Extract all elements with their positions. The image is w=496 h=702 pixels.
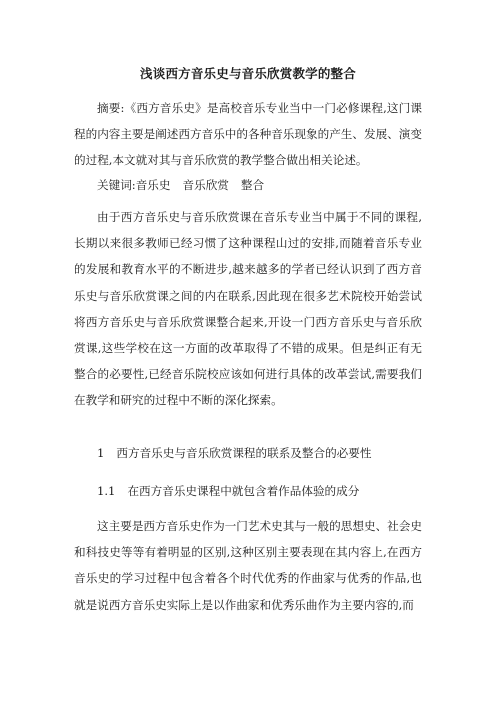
- keywords-label: 关键词:: [97, 178, 136, 192]
- section-title: 西方音乐史与音乐欣赏课程的联系及整合的必要性: [116, 446, 372, 460]
- body-paragraph: 这主要是西方音乐史作为一门艺术史其与一般的思想史、社会史和科技史等等有着明显的区别,这种区别主要表现在其内容上,在西方音乐史的学习过程中包含着各个时代优秀的作曲家与优秀的作品,也就是说西方音乐史实际上是以作曲家和优秀乐曲作为主要内容的,而: [74, 519, 422, 612]
- abstract-paragraph: [74, 95, 422, 174]
- keyword-item: 音乐史: [135, 178, 171, 192]
- subsection-heading: [74, 478, 422, 504]
- subsection-title: 在西方音乐史课程中就包含着作品体验的成分: [127, 484, 360, 498]
- keyword-item: 音乐欣赏: [182, 178, 229, 192]
- keyword-item: 整合: [240, 178, 265, 192]
- subsection-number: 1.1: [97, 484, 116, 498]
- section-number: 1: [97, 446, 105, 460]
- abstract-text: 《西方音乐史》是高校音乐专业当中一门必修课程,这门课程的内容主要是阐述西方音乐中的各种音乐现象的产生、发展、演变的过程,本文就对其与音乐欣赏的教学整合做出相关论述。: [74, 101, 422, 168]
- intro-paragraph: 由于西方音乐史与音乐欣赏课在音乐专业当中属于不同的课程,长期以来很多教师已经习惯了这种课程山过的安排,而随着音乐专业的发展和教育水平的不断进步,越来越多的学者已经认识到了西方音乐史与音乐欣赏课之间的内在联系,因此现在很多艺术院校开始尝试将西方音乐史与音乐欣赏课整合起来,开设一门西方音乐史与音乐欣赏课,这些学校在这一方面的改革取得了不错的成果。但是纠正有无整合的必要性,已经音乐院校应该如何进行具体的改革尝试,需要我们在教学和研究的过程中不断的深化探索。: [74, 210, 422, 408]
- keywords-line: [74, 172, 422, 198]
- section-heading: [74, 440, 422, 466]
- document-title: 浅谈西方音乐史与音乐欣赏教学的整合: [140, 66, 356, 81]
- abstract-label: 摘要:: [97, 101, 125, 115]
